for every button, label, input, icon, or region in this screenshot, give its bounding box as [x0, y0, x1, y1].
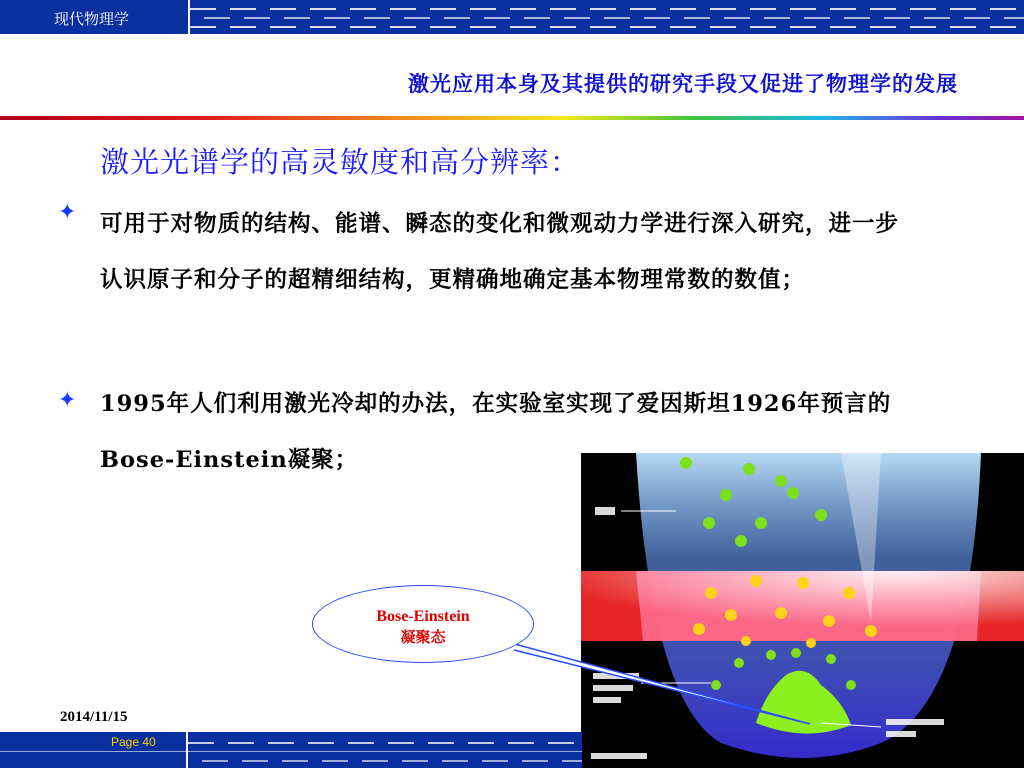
- bullet-text-1: 可用于对物质的结构、能谱、瞬态的变化和微观动力学进行深入研究，进一步认识原子和分子的超精细结构，更精确地确定基本物理常数的数值；: [100, 211, 900, 293]
- slide-heading: 激光光谱学的高灵敏度和高分辨率：: [100, 145, 581, 179]
- bottom-bar-dash-pattern: [188, 732, 582, 768]
- callout-line-2: 凝聚态: [400, 628, 446, 646]
- slide-date: 2014/11/15: [60, 709, 128, 725]
- bottom-bar: [0, 732, 582, 768]
- callout-line-1: Bose-Einstein: [376, 608, 470, 625]
- bec-illustration-graphic: [581, 453, 1024, 768]
- bec-callout-bubble: [312, 585, 534, 663]
- rainbow-divider: [0, 116, 1024, 120]
- bullet-star-icon: ✦: [58, 388, 77, 413]
- bec-illustration: [581, 453, 1024, 768]
- page-number: Page 40: [111, 735, 156, 749]
- top-bar: [0, 0, 1024, 34]
- slide-subtitle: 激光应用本身及其提供的研究手段又促进了物理学的发展: [408, 71, 958, 96]
- course-title: 现代物理学: [54, 10, 130, 28]
- top-bar-dash-pattern: [190, 0, 1024, 34]
- bullet-text-2: 1995年人们利用激光冷却的办法，在实验室实现了爱因斯坦1926年预言的Bose-Einstein凝聚；: [100, 391, 892, 473]
- bullet-star-icon: ✦: [58, 200, 77, 225]
